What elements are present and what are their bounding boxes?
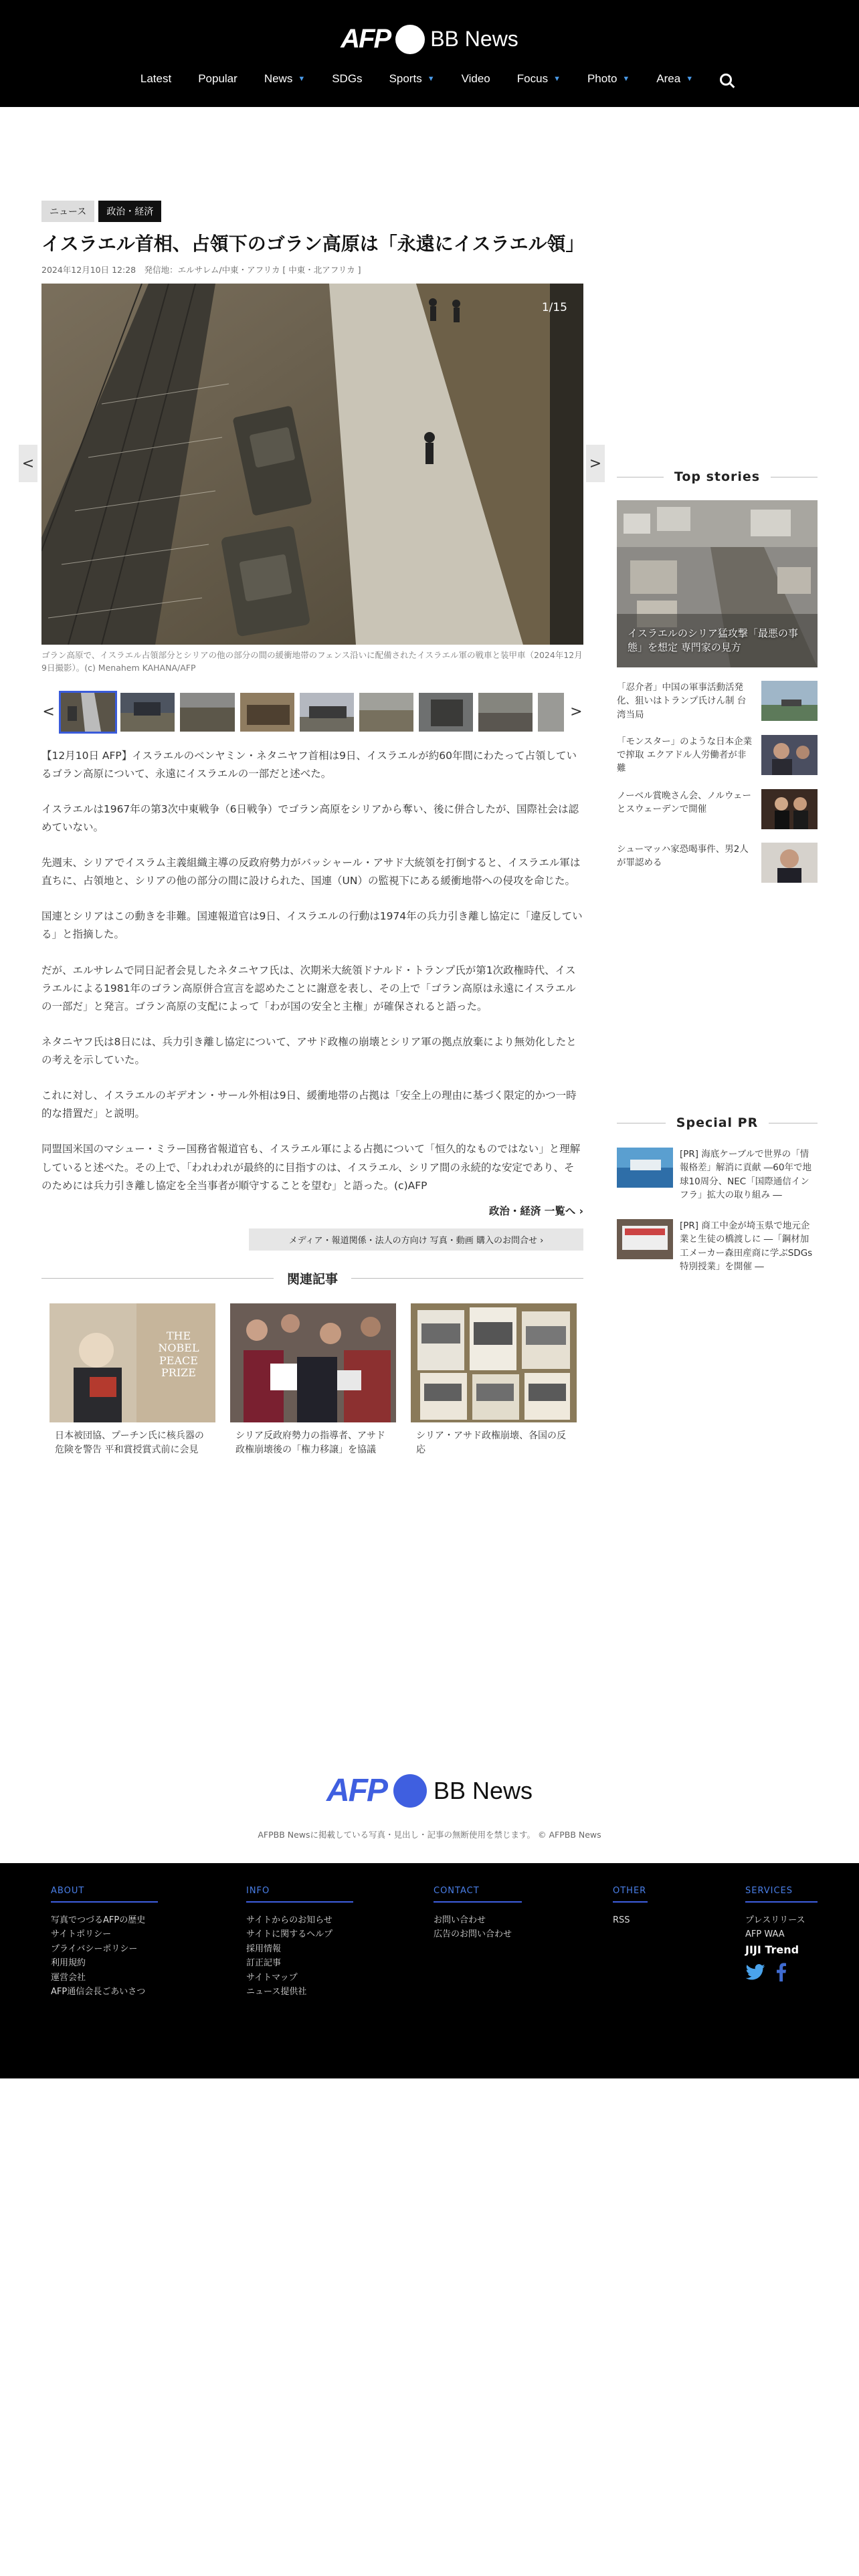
footer-logo-dot-icon (393, 1774, 427, 1808)
top-story-title: 「忍介者」中国の軍事活動活発化、狙いはトランプ氏けん制 台湾当局 (617, 682, 747, 720)
related-article-title: シリア・アサド政権崩壊、各国の反応 (416, 1430, 566, 1455)
footer-link[interactable]: サイトからのお知らせ (246, 1915, 332, 1925)
footer-logo-bb: BB News (433, 1776, 533, 1804)
chevron-down-icon: ▼ (427, 75, 435, 83)
nav-item-video[interactable] (448, 72, 504, 86)
facebook-icon[interactable] (776, 1963, 787, 1981)
footer-link[interactable]: サイトマップ (246, 1972, 298, 1983)
related-article-card[interactable] (50, 1303, 215, 1457)
thumbs-prev-icon[interactable]: < (42, 704, 55, 721)
thumbnail-strip (41, 692, 583, 732)
nav-label: Area (656, 72, 681, 85)
nav-item-photo[interactable] (574, 72, 643, 86)
chevron-down-icon: ▼ (622, 75, 630, 83)
footer-link[interactable]: RSS (613, 1915, 630, 1925)
chevron-down-icon: ▼ (553, 75, 561, 83)
purchase-inquiry-button[interactable]: メディア・報道関係・法人の方向け 写真・動画 購入のお問合せ › (249, 1228, 583, 1251)
top-story-item[interactable] (617, 843, 818, 883)
footer-link[interactable]: 採用情報 (246, 1943, 282, 1954)
photo-caption: ゴラン高原で、イスラエル占領部分とシリアの他の部分の間の緩衝地帯のフェンス沿いに配備されたイスラエル軍の戦車と装甲車（2024年12月9日撮影）。(c) Menahem KAHANA/AFP (41, 649, 583, 673)
nav-label: Focus (516, 72, 549, 85)
footer-link[interactable]: 訂正記事 (246, 1958, 282, 1969)
related-article-card[interactable] (230, 1303, 396, 1457)
divider (41, 1278, 274, 1279)
gallery-prev-button[interactable]: < (19, 445, 37, 482)
footer-link[interactable]: ニュース提供社 (246, 1987, 307, 1998)
related-article-image (50, 1303, 215, 1422)
top-story-item[interactable] (617, 735, 818, 776)
footer-link[interactable]: サイトポリシー (51, 1929, 112, 1940)
related-article-title: シリア反政府勢力の指導者、アサド政権崩壊後の「権力移譲」を協議 (235, 1430, 385, 1455)
top-stories-label: Top stories (674, 469, 761, 484)
nav-item-area[interactable] (643, 72, 706, 86)
footer-link[interactable]: 写真でつづるAFPの歴史 (51, 1915, 146, 1925)
related-articles (41, 1303, 583, 1457)
divider (351, 1278, 583, 1279)
footer-link[interactable]: サイトに関するヘルプ (246, 1929, 333, 1940)
pr-item[interactable] (617, 1219, 818, 1273)
pr-thumbnail (617, 1219, 673, 1259)
related-article-image (411, 1303, 577, 1422)
top-story-title: 「モンスター」のような日本企業で搾取 エクアドル人労働者が非難 (617, 736, 753, 774)
thumbnail[interactable] (300, 693, 354, 732)
pr-title: [PR] 海底ケーブルで世界の「情報格差」解消に貢献 ―60年で地球10周分、NEC「国際通信インフラ」拡大の取り組み ― (680, 1149, 812, 1200)
jiji-trend-link[interactable]: JIJI Trend (745, 1943, 799, 1956)
thumbnail[interactable] (240, 693, 294, 732)
footer-link[interactable]: 運営会社 (51, 1972, 86, 1983)
chevron-down-icon: ▼ (686, 75, 694, 83)
related-article-image (230, 1303, 396, 1422)
footer-heading: INFO (246, 1886, 353, 1903)
logo-afp-text: AFP (341, 24, 391, 53)
article-paragraph: 同盟国米国のマシュー・ミラー国務省報道官も、イスラエル軍による占拠について「恒久的なものではない」と理解していると述べた。その上で、「われわれが最終的に目指すのは、イスラエル、シリア間の永続的な安定であり、そのためには兵力引き離し協定を全当事者が順守することを望む」と語った。(c)AFP (41, 1143, 581, 1192)
footer-column-services (745, 1886, 818, 1981)
thumbs-next-icon[interactable]: > (570, 704, 583, 721)
site-logo[interactable] (0, 24, 859, 54)
tag-politics[interactable]: 政治・経済 (98, 201, 161, 222)
twitter-icon[interactable] (745, 1964, 765, 1980)
top-stories-heading (617, 469, 818, 484)
article-tags (41, 201, 583, 222)
top-story-feature-title: イスラエルのシリア猛攻撃「最悪の事態」を想定 専門家の見方 (628, 627, 798, 654)
gallery-next-button[interactable]: > (586, 445, 605, 482)
nav-label: Popular (198, 72, 237, 85)
top-story-thumbnail (761, 789, 818, 829)
related-article-card[interactable] (411, 1303, 577, 1457)
footer-link[interactable]: プライバシーポリシー (51, 1943, 138, 1954)
related-heading-label: 関連記事 (287, 1271, 339, 1287)
logo-bb-text: BB News (430, 27, 518, 51)
footer-link[interactable]: お問い合わせ (434, 1915, 486, 1925)
top-story-title: ノーベル賞晩さん会、ノルウェーとスウェーデンで開催 (617, 790, 752, 815)
special-pr-label: Special PR (676, 1115, 759, 1130)
main-nav (0, 72, 859, 86)
article-paragraph: 国連とシリアはこの動きを非難。国連報道官は9日、イスラエルの行動は1974年の兵力引き離し協定に「違反している」と指摘した。 (41, 910, 583, 941)
nav-label: Sports (389, 72, 422, 85)
nav-item-latest[interactable] (127, 72, 185, 86)
photo-counter: 1/15 (541, 300, 567, 314)
related-heading (41, 1269, 583, 1287)
pr-item[interactable] (617, 1148, 818, 1202)
top-story-thumbnail (761, 681, 818, 721)
thumbnail[interactable] (120, 693, 175, 732)
article (41, 201, 583, 1457)
special-pr-sidebar (617, 1115, 818, 1273)
article-paragraph: これに対し、イスラエルのギデオン・サール外相は9日、緩衝地帯の占拠は「安全上の理由に基づく限定的かつ一時的な措置だ」と説明。 (41, 1089, 577, 1120)
nav-label: Latest (140, 72, 172, 85)
nobel-sign-text: THE NOBEL PEACE PRIZE (158, 1329, 199, 1379)
top-story-item[interactable] (617, 681, 818, 722)
top-story-thumbnail (761, 735, 818, 775)
tag-news[interactable]: ニュース (41, 201, 94, 222)
nav-label: SDGs (332, 72, 363, 85)
nav-label: Photo (587, 72, 617, 85)
category-list-link[interactable]: 政治・経済 一覧へ › (488, 1204, 583, 1217)
related-article-title: 日本被団協、プーチン氏に核兵器の危険を警告 平和賞授賞式前に会見 (55, 1430, 204, 1455)
footer-logo[interactable] (0, 1772, 859, 1809)
thumbnail[interactable] (180, 693, 234, 732)
nav-item-sports[interactable] (376, 72, 448, 86)
article-title: イスラエル首相、占領下のゴラン高原は「永遠にイスラエル領」 (41, 233, 585, 255)
site-footer (0, 1863, 859, 2078)
footer-heading: CONTACT (434, 1886, 522, 1903)
main-photo-image (41, 284, 583, 645)
footer-link[interactable]: 利用規約 (51, 1958, 86, 1969)
logo-dot-icon (395, 25, 425, 54)
copyright-notice: AFPBB Newsに掲載している写真・見出し・記事の無断使用を禁じます。 © AFPBB News (258, 1830, 601, 1840)
footer-column-other (613, 1886, 648, 1927)
article-paragraph: ネタニヤフ氏は8日には、兵力引き離し協定について、アサド政権の崩壊とシリア軍の拠点放棄により無効化したとの考えを示していた。 (41, 1035, 577, 1067)
thumbnail[interactable] (478, 693, 533, 732)
search-icon[interactable] (720, 74, 732, 86)
footer-link[interactable]: AFP通信会長ごあいさつ (51, 1987, 146, 1998)
footer-link[interactable]: AFP WAA (745, 1929, 785, 1940)
footer-column-contact (434, 1886, 522, 1942)
nav-item-sdgs[interactable] (318, 72, 375, 86)
top-story-thumbnail (761, 843, 818, 883)
thumbnail[interactable] (359, 693, 413, 732)
social-links (745, 1963, 818, 1981)
top-story-title: シューマッハ家恐喝事件、男2人が罪認める (617, 843, 749, 868)
main-photo[interactable] (41, 284, 583, 645)
pr-thumbnail (617, 1148, 673, 1188)
article-paragraph: だが、エルサレムで同日記者会見したネタニヤフ氏は、次期米大統領ドナルド・トランプ氏が第1次政権時代、イスラエルによる1981年のゴラン高原併合宣言を認めたことに謝意を表し、その上で「ゴラン高原は永遠にイスラエルの一部だ」と発言。ゴラン高原の支配によって「わが国の安全と主権」が確保されると語った。 (41, 964, 576, 1012)
footer-column-info (246, 1886, 353, 2000)
pr-title: [PR] 商工中金が埼玉県で地元企業と生徒の橋渡しに ―「鋼材加工メーカー森田産商に学ぶSDGs特別授業」を開催 ― (680, 1220, 813, 1272)
article-paragraph: 先週末、シリアでイスラム主義組織主導の反政府勢力がバッシャール・アサド大統領を打倒すると、イスラエル軍は直ちに、占領地と、シリアの他の部分の間に設けられた、国連（UN）の監視下にある緩衝地帯への侵攻を命じた。 (41, 857, 581, 887)
thumbnail[interactable] (61, 693, 115, 732)
footer-heading: OTHER (613, 1886, 648, 1903)
nav-item-popular[interactable] (185, 72, 251, 86)
special-pr-heading (617, 1115, 818, 1130)
article-paragraph: 【12月10日 AFP】イスラエルのベンヤミン・ネタニヤフ首相は9日、イスラエルが約60年間にわたって占領しているゴラン高原について、永遠にイスラエルの一部だと述べた。 (41, 749, 577, 780)
nav-item-news[interactable] (251, 72, 318, 86)
nav-label: News (264, 72, 293, 85)
site-header (0, 0, 859, 107)
footer-column-about (51, 1886, 158, 2000)
top-story-feature[interactable] (617, 500, 818, 667)
nav-item-focus[interactable] (504, 72, 574, 86)
top-stories-sidebar (617, 469, 818, 883)
article-paragraph: イスラエルは1967年の第3次中東戦争（6日戦争）でゴラン高原をシリアから奪い、後に併合したが、国際社会は認めていない。 (41, 802, 579, 833)
footer-heading: ABOUT (51, 1886, 158, 1903)
footer-logo-afp: AFP (326, 1773, 387, 1808)
article-meta: 2024年12月10日 12:28 発信地：エルサレム/中東・アフリカ [ 中東・北アフリカ ] (41, 264, 361, 275)
footer-link[interactable]: 広告のお問い合わせ (434, 1929, 512, 1940)
thumbnail[interactable] (538, 693, 564, 732)
nav-label: Video (461, 72, 490, 85)
footer-link[interactable]: プレスリリース (745, 1915, 805, 1925)
chevron-down-icon: ▼ (298, 75, 306, 83)
top-story-item[interactable] (617, 789, 818, 829)
thumbnail[interactable] (419, 693, 473, 732)
footer-heading: SERVICES (745, 1886, 818, 1903)
